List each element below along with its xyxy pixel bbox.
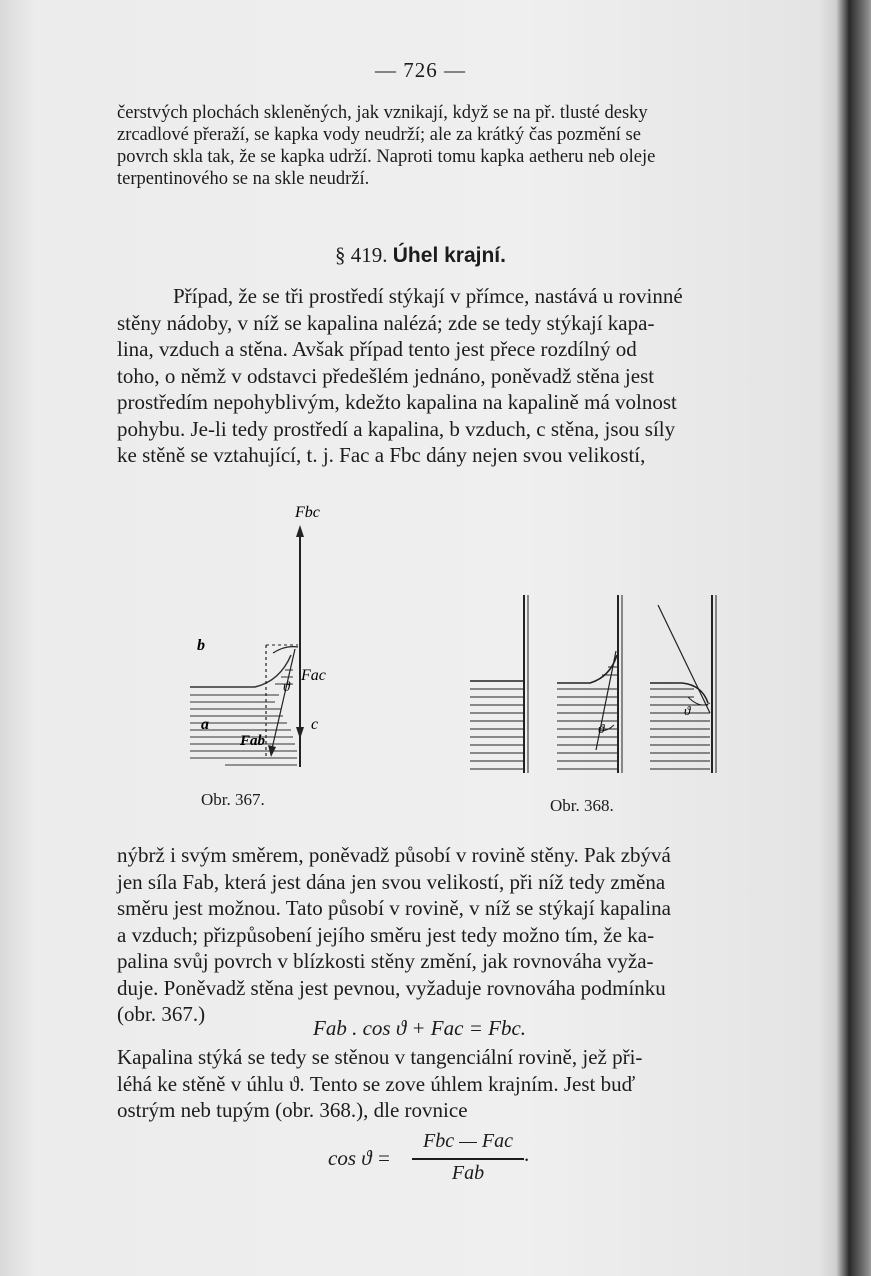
text-line: ke stěně se vztahující, t. j. Fac a Fbc dány nejen svou velikostí,	[117, 443, 646, 467]
text-line: čerstvých plochách skleněných, jak vznikají, když se na př. tlusté desky	[117, 103, 648, 123]
text-line: ostrým neb tupým (obr. 368.), dle rovnice	[117, 1098, 468, 1122]
paragraph-2	[117, 842, 771, 1028]
text-line: Případ, že se tři prostředí stýkají v přímce, nastává u rovinné	[173, 284, 683, 308]
text-line: pohybu. Je-li tedy prostředí a kapalina, b vzduch, c stěna, jsou síly	[117, 416, 676, 441]
label-fab: Fab	[240, 733, 266, 749]
equation-1: Fab . cos ϑ + Fac = Fbc.	[313, 1016, 527, 1040]
equation-2-lhs: cos ϑ =	[328, 1146, 391, 1170]
text-line: nýbrž i svým směrem, poněvadž působí v rovině stěny. Pak zbývá	[117, 843, 671, 867]
caption-368: Obr. 368.	[550, 796, 614, 815]
label-theta-2: ϑ	[684, 703, 691, 718]
equation-2-end: .	[524, 1142, 530, 1166]
label-b: b	[197, 637, 205, 654]
section-title: Úhel krajní.	[392, 244, 506, 267]
figure-367	[185, 495, 345, 775]
text-line: jen síla Fab, která jest dána jen svou velikostí, při níž tedy změna	[117, 869, 666, 894]
label-fbc: Fbc	[295, 504, 320, 521]
figure-368	[462, 585, 724, 785]
label-a: a	[201, 716, 209, 733]
text-line: a vzduch; přizpůsobení jejího směru jest tedy možno tím, že ka-	[117, 922, 655, 947]
text-line: povrch skla tak, že se kapka udrží. Naproti tomu kapka aetheru neb oleje	[117, 147, 656, 167]
text-line: Kapalina stýká se tedy se stěnou v tangenciální rovině, jež při-	[117, 1045, 643, 1069]
text-line: zrcadlové přeraží, se kapka vody neudrží; ale za krátký čas pozmění se	[117, 125, 641, 145]
text-line: palina svůj povrch v blízkosti stěny změní, jak rovnováha vyža-	[117, 949, 654, 973]
text-line: lina, vzduch a stěna. Avšak případ tento jest přece rozdílný od	[117, 337, 637, 361]
text-line: terpentinového se na skle neudrží.	[117, 169, 370, 189]
label-c: c	[311, 716, 319, 733]
intro-paragraph	[117, 102, 769, 190]
caption-367: Obr. 367.	[201, 790, 265, 809]
equation-2-numerator: Fbc — Fac	[423, 1130, 513, 1152]
text-line: toho, o němž v odstavci předešlém jednáno, poněvadž stěna jest	[117, 363, 655, 388]
paragraph-3	[117, 1044, 771, 1124]
equation-2-denominator: Fab	[451, 1162, 485, 1184]
section-heading	[0, 243, 841, 268]
paragraph-1	[117, 283, 771, 469]
text-line: stěny nádoby, v níž se kapalina nalézá; zde se tedy stýkají kapa-	[117, 310, 655, 335]
label-theta-1: ϑ	[598, 721, 605, 736]
text-line: duje. Poněvadž stěna jest pevnou, vyžaduje rovnováha podmínku	[117, 975, 666, 1000]
label-fac: Fac	[301, 667, 326, 684]
text-line: (obr. 367.)	[117, 1002, 206, 1026]
page-number: — 726 —	[375, 58, 466, 82]
text-line: směru jest možnou. Tato působí v rovině, v níž se stýkají kapalina	[117, 896, 671, 920]
text-line: prostředím nepohyblivým, kdežto kapalina na kapalině má volnost	[117, 390, 677, 414]
text-line: léhá ke stěně v úhlu ϑ. Tento se zove úhlem krajním. Jest buď	[117, 1071, 636, 1096]
section-number: § 419.	[335, 243, 388, 267]
label-theta: ϑ	[283, 680, 290, 695]
fraction-bar	[412, 1158, 524, 1160]
